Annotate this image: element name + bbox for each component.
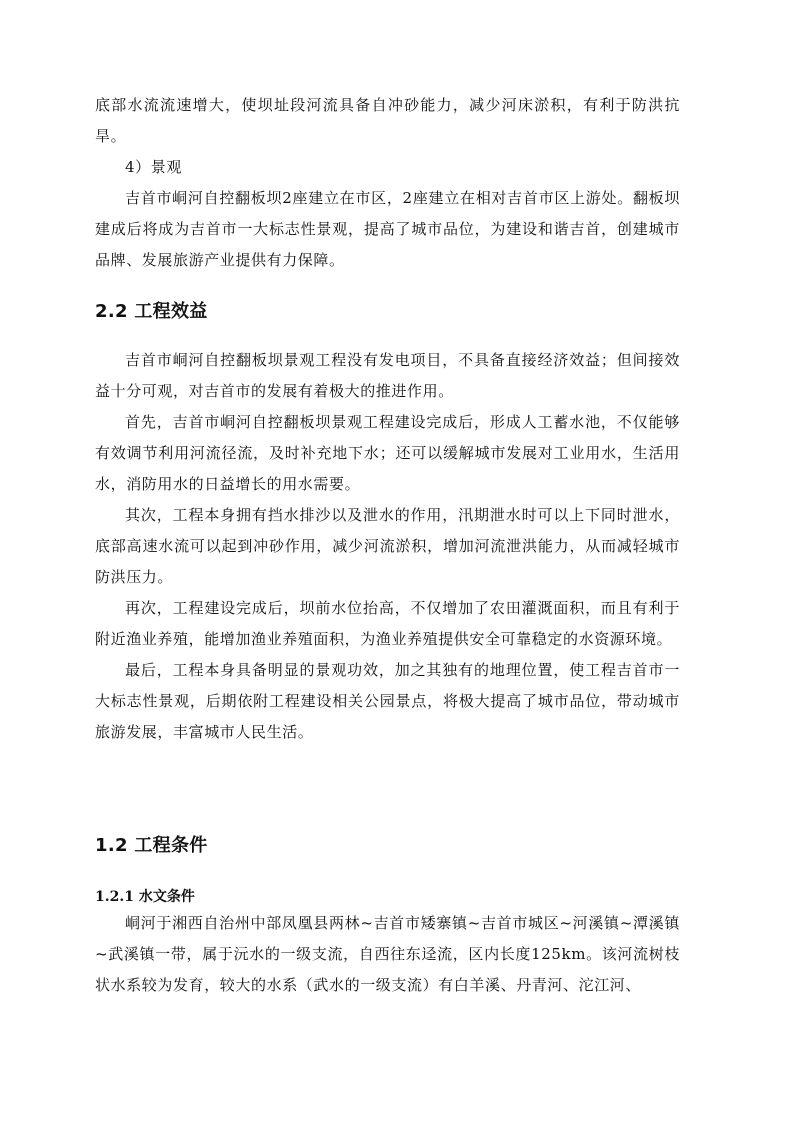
benefit-paragraph-intro: 吉首市峒河自控翻板坝景观工程没有发电项目，不具备直接经济效益；但间接效益十分可观，对吉首市的发展有着极大的推进作用。 — [95, 351, 680, 400]
landscape-paragraph: 吉首市峒河自控翻板坝2座建立在市区，2座建立在相对吉首市区上游处。翻板坝建成后将成为吉首市一大标志性景观，提高了城市品位，为建设和谐吉首，创建城市品牌、发展旅游产业提供有力保障。 — [95, 189, 680, 269]
heading-2-2: 2.2 工程效益 — [95, 301, 208, 322]
benefit-paragraph-last: 最后，工程本身具备明显的景观功效，加之其独有的地理位置，使工程吉首市一大标志性景观，后期依附工程建设相关公园景点，将极大提高了城市品位，带动城市旅游发展，丰富城市人民生活。 — [95, 661, 680, 741]
heading-1-2: 1.2 工程条件 — [95, 835, 208, 856]
engineering-benefit-block — [95, 345, 680, 748]
benefit-paragraph-first: 首先，吉首市峒河自控翻板坝景观工程建设完成后，形成人工蓄水池，不仅能够有效调节利用河流径流，及时补充地下水；还可以缓解城市发展对工业用水，生活用水，消防用水的日益增长的用水需要。 — [95, 413, 680, 493]
hydrology-paragraph: 峒河于湘西自治州中部凤凰县两林~吉首市矮寨镇~吉首市城区~河溪镇~潭溪镇~武溪镇一带，属于沅水的一级支流，自西往东迳流，区内长度125km。该河流树枝状水系较为发育，较大的水系（武水的一级支流）有白羊溪、丹青河、沱江河、 — [95, 914, 680, 994]
landscape-benefit-block — [95, 90, 680, 276]
continuation-paragraph: 底部水流流速增大，使坝址段河流具备自冲砂能力，减少河床淤积，有利于防洪抗旱。 — [95, 96, 680, 145]
item-label-landscape: 4）景观 — [125, 158, 182, 176]
heading-1-2-1: 1.2.1 水文条件 — [95, 889, 195, 905]
benefit-paragraph-second: 其次，工程本身拥有挡水排沙以及泄水的作用，汛期泄水时可以上下同时泄水，底部高速水流可以起到冲砂作用，减少河流淤积，增加河流泄洪能力，从而减轻城市防洪压力。 — [95, 506, 680, 586]
benefit-paragraph-third: 再次，工程建设完成后，坝前水位抬高，不仅增加了农田灌溉面积，而且有利于附近渔业养殖，能增加渔业养殖面积，为渔业养殖提供安全可靠稳定的水资源环境。 — [95, 599, 680, 648]
hydrology-block — [95, 908, 680, 1001]
